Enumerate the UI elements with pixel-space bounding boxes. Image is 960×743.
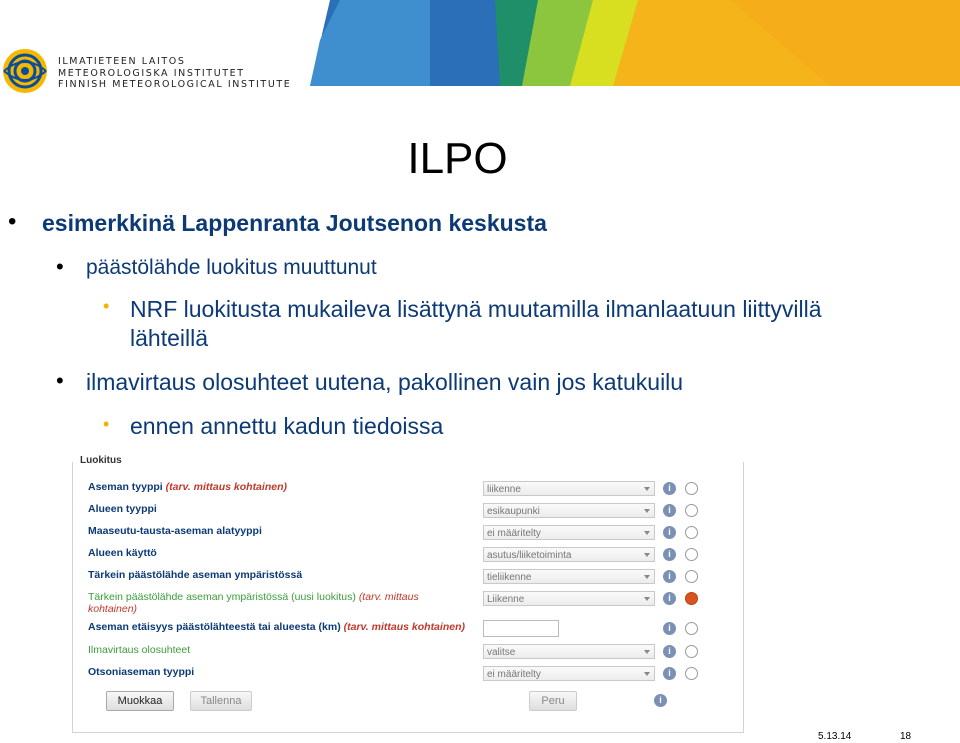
row-label-note-cont xyxy=(88,603,137,615)
row-radio[interactable] xyxy=(685,622,698,635)
row-radio[interactable] xyxy=(685,548,698,561)
row-label-airflow xyxy=(88,644,190,656)
airflow-select[interactable] xyxy=(483,644,655,659)
label-note: (tarv. mittaus kohtainen) xyxy=(343,621,465,633)
main-source-select[interactable] xyxy=(483,569,655,584)
info-icon[interactable]: i xyxy=(654,694,667,707)
label-text: Ilmavirtaus olosuhteet xyxy=(88,644,191,656)
row-radio-selected[interactable] xyxy=(685,592,698,605)
select-value: asutus/liiketoiminta xyxy=(487,550,572,561)
row-label-ozone-type xyxy=(88,666,194,678)
bullet-dot: • xyxy=(8,208,17,235)
logo-line-fi: ILMATIETEEN LAITOS xyxy=(58,56,186,67)
bullet-level1: esimerkkinä Lappenranta Joutsenon keskusta xyxy=(42,210,547,236)
page-number: 18 xyxy=(900,731,912,742)
select-value: ei määritelty xyxy=(487,669,541,680)
chevron-down-icon xyxy=(644,531,650,535)
select-value: tieliikenne xyxy=(487,572,532,583)
label-text: Otsoniaseman tyyppi xyxy=(88,666,195,678)
chevron-down-icon xyxy=(644,672,650,676)
info-icon[interactable]: i xyxy=(663,526,676,539)
row-label-main-source xyxy=(88,569,302,581)
chevron-down-icon xyxy=(644,509,650,513)
header-banner xyxy=(310,0,960,86)
select-value: valitse xyxy=(487,647,516,658)
info-icon[interactable]: i xyxy=(663,504,676,517)
bullet-dot: • xyxy=(103,296,110,316)
area-type-select[interactable] xyxy=(483,503,655,518)
chevron-down-icon xyxy=(644,553,650,557)
select-value: liikenne xyxy=(487,484,521,495)
panel-legend: Luokitus xyxy=(76,455,126,466)
row-radio[interactable] xyxy=(685,667,698,680)
info-icon[interactable]: i xyxy=(663,622,676,635)
label-text: Maaseutu-tausta-aseman alatyyppi xyxy=(88,525,262,537)
save-button[interactable]: Tallenna xyxy=(190,691,252,711)
logo-line-sv: METEOROLOGISKA INSTITUTET xyxy=(58,67,245,79)
row-radio[interactable] xyxy=(685,504,698,517)
label-text: Tärkein päästölähde aseman ympäristössä (uusi luokitus) xyxy=(88,591,356,603)
slide-title: ILPO xyxy=(407,134,508,183)
row-radio[interactable] xyxy=(685,570,698,583)
rural-subtype-select[interactable] xyxy=(483,525,655,540)
bullet-dot: • xyxy=(56,254,64,279)
bullet-dot: • xyxy=(56,368,64,393)
row-label-station-type xyxy=(88,481,287,493)
chevron-down-icon xyxy=(644,575,650,579)
chevron-down-icon xyxy=(644,487,650,491)
row-label-distance xyxy=(88,621,465,633)
info-icon[interactable]: i xyxy=(663,548,676,561)
edit-button[interactable]: Muokkaa xyxy=(106,691,174,711)
cancel-button[interactable]: Peru xyxy=(529,691,577,711)
bullet-level3: ennen annettu kadun tiedoissa xyxy=(130,413,444,439)
label-text: Alueen käyttö xyxy=(88,547,157,559)
logo-text xyxy=(58,56,291,91)
info-icon[interactable]: i xyxy=(663,645,676,658)
label-text: Aseman tyyppi xyxy=(88,481,163,493)
label-note: kohtainen) xyxy=(88,603,138,615)
logo-line-en: FINNISH METEOROLOGICAL INSTITUTE xyxy=(58,79,292,90)
label-text: Tärkein päästölähde aseman ympäristössä xyxy=(88,569,303,581)
main-source-new-select[interactable] xyxy=(483,591,655,606)
row-label-main-source-new xyxy=(88,591,419,603)
row-label-area-type xyxy=(88,503,157,515)
row-radio[interactable] xyxy=(685,526,698,539)
station-type-select[interactable] xyxy=(483,481,655,496)
info-icon[interactable]: i xyxy=(663,570,676,583)
select-value: ei määritelty xyxy=(487,528,541,539)
select-value: esikaupunki xyxy=(487,506,540,517)
ozone-type-select[interactable] xyxy=(483,666,655,681)
label-text: Alueen tyyppi xyxy=(88,503,157,515)
label-note: (tarv. mittaus kohtainen) xyxy=(165,481,287,493)
footer-date: 5.13.14 xyxy=(818,731,852,742)
row-radio[interactable] xyxy=(685,482,698,495)
distance-input[interactable] xyxy=(483,620,559,637)
label-text: Aseman etäisyys päästölähteestä tai alueesta (km) xyxy=(88,621,341,633)
info-icon[interactable]: i xyxy=(663,667,676,680)
select-value: Liikenne xyxy=(487,594,525,605)
chevron-down-icon xyxy=(644,597,650,601)
bullet-level3: NRF luokitusta mukaileva lisättynä muutamilla ilmanlaatuun liittyvillä lähteillä xyxy=(130,296,822,351)
label-note: (tarv. mittaus xyxy=(358,591,419,603)
row-label-land-use xyxy=(88,547,157,559)
info-icon[interactable]: i xyxy=(663,592,676,605)
bullet-dot: • xyxy=(103,414,110,434)
row-radio[interactable] xyxy=(685,645,698,658)
chevron-down-icon xyxy=(644,650,650,654)
land-use-select[interactable] xyxy=(483,547,655,562)
bullet-level2: päästölähde luokitus muuttunut xyxy=(86,256,377,279)
info-icon[interactable]: i xyxy=(663,482,676,495)
bullet-level2: ilmavirtaus olosuhteet uutena, pakollinen vain jos katukuilu xyxy=(86,369,684,395)
fmi-logo-icon xyxy=(2,48,48,94)
row-label-rural-subtype xyxy=(88,525,262,537)
